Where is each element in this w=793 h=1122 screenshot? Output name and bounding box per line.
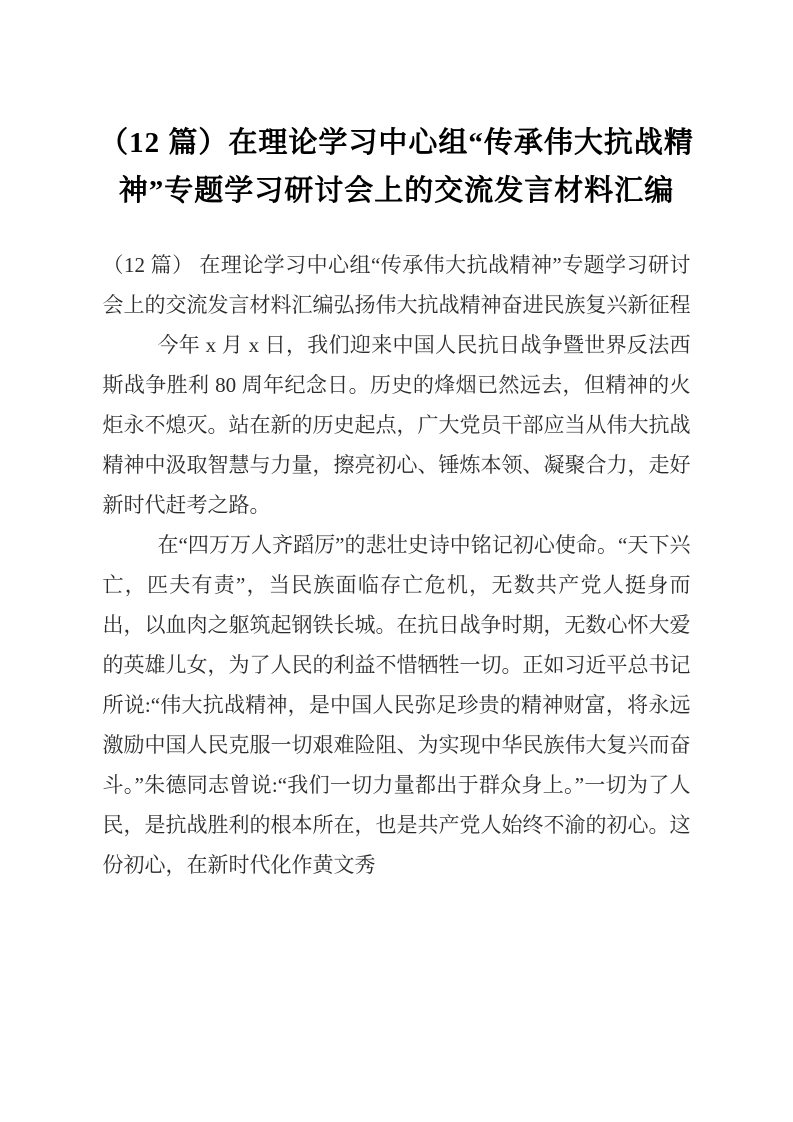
document-title: （12 篇）在理论学习中心组“传承伟大抗战精神”专题学习研讨会上的交流发言材料汇编: [99, 127, 694, 207]
document-body: [103, 245, 691, 885]
paragraph-spirit-body: 在“四万万人齐蹈厉”的悲壮史诗中铭记初心使命。“天下兴亡，匹夫有责”，当民族面临存亡危机，无数共产党人挺身而出，以血肉之躯筑起钢铁长城。在抗日战争时期，无数心怀大爱的英雄儿女，为了人民的利益不惜牺牲一切。正如习近平总书记所说:“伟大抗战精神，是中国人民弥足珍贵的精神财富，将永远激励中国人民克服一切艰难险阻、为实现中华民族伟大复兴而奋斗。”朱德同志曾说:“我们一切力量都出于群众身上。”一切为了人民，是抗战胜利的根本所在，也是共产党人始终不渝的初心。这份初心，在新时代化作黄文秀: [102, 533, 691, 877]
paragraph-compilation-heading: （12 篇） 在理论学习中心组“传承伟大抗战精神”专题学习研讨会上的交流发言材料汇编弘扬伟大抗战精神奋进民族复兴新征程: [102, 253, 691, 317]
paragraph-anniversary-intro: 今年 x 月 x 日，我们迎来中国人民抗日战争暨世界反法西斯战争胜利 80 周年纪念日。历史的烽烟已然远去，但精神的火炬永不熄灭。站在新的历史起点，广大党员干部应当从伟大抗战精神中汲取智慧与力量，擦亮初心、锤炼本领、凝聚合力，走好新时代赶考之路。: [102, 333, 691, 517]
